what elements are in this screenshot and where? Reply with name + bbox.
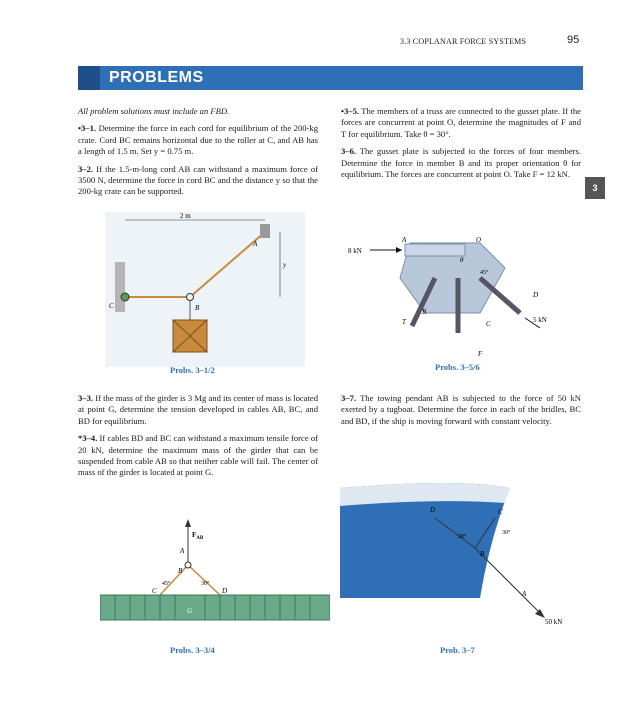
problem-number: •3–1. <box>78 123 97 134</box>
problem-text: If the mass of the girder is 3 Mg and its center of mass is located at point G, determine the tension developed in cables AB, BC, and BD for equilibrium. <box>78 393 318 426</box>
label-t: T <box>402 318 406 326</box>
label-30: 30° <box>201 581 210 587</box>
problem-number: 3–3. <box>78 393 94 403</box>
label-fab: $F_{AB}$ <box>192 531 204 541</box>
problem-number: *3–4. <box>78 433 98 444</box>
problem-3-2 <box>78 164 318 198</box>
left-column-bottom <box>78 393 318 485</box>
left-wall <box>115 262 125 312</box>
banner-title: PROBLEMS <box>109 69 204 86</box>
figure-prob-3-7 <box>340 478 580 628</box>
caption-prob-3-7: Prob. 3–7 <box>440 645 475 655</box>
problem-number: •3–5. <box>341 106 360 116</box>
label-o: O <box>476 236 482 244</box>
problem-3-5 <box>341 106 581 140</box>
member-a <box>405 244 465 256</box>
left-column-top <box>78 106 318 204</box>
right-column-top <box>341 106 581 186</box>
arrow-head <box>396 247 402 253</box>
problem-number: 3–7. <box>341 393 357 403</box>
chapter-tab: 3 <box>585 177 605 199</box>
section-title: 3.3 COPLANAR FORCE SYSTEMS <box>400 37 527 46</box>
banner-square <box>78 66 100 90</box>
load-8kn: 8 kN <box>348 247 362 255</box>
problem-3-7 <box>341 393 581 427</box>
label-30: 30° <box>502 530 511 536</box>
label-a: A <box>253 240 258 248</box>
label-b: B <box>178 567 183 575</box>
arrow-head <box>185 519 191 527</box>
problem-3-4 <box>78 433 318 479</box>
problem-text: The gusset plate is subjected to the forces of four members. Determine the force in member B and its proper orientation θ for equilibrium. The forces are concurrent at point O. Take F = 12 kN. <box>341 146 581 180</box>
height-label: y <box>283 261 287 269</box>
label-b: B <box>422 308 427 316</box>
caption-probs-3-5-6: Probs. 3–5/6 <box>435 362 480 372</box>
problem-3-3 <box>78 393 318 427</box>
problem-text: If cables BD and BC can withstand a maximum tensile force of 20 kN, determine the maximum mass of the girder that can be suspended from cable AB so that neither cable will fail. The center of mass of the girder is located at point G. <box>78 433 318 478</box>
roller-c <box>121 293 129 301</box>
label-a: A <box>180 547 185 555</box>
load-50kn: 50 kN <box>545 618 563 626</box>
label-d: D <box>430 506 436 514</box>
label-a: A <box>402 236 407 244</box>
problem-text: The members of a truss are connected to the gusset plate. If the forces are concurrent at point O, determine the magnitudes of F and T for equilibrium. Take θ = 30°. <box>341 106 581 139</box>
label-20: 20° <box>458 534 467 540</box>
label-a: A <box>522 590 527 598</box>
page-number: 95 <box>567 34 580 46</box>
label-d: D <box>533 291 539 299</box>
problem-text: If the 1.5-m-long cord AB can withstand a maximum force of 3500 N, determine the force in cord BC and the distance y so that the 200-kg crate can be supported. <box>78 163 319 197</box>
caption-probs-3-1-2: Probs. 3–1/2 <box>170 365 215 375</box>
cable-bd <box>188 565 220 595</box>
cable-bc <box>160 565 188 595</box>
problem-text: The towing pendant AB is subjected to the force of 50 kN exerted by a tugboat. Determine the force in each of the bridles, BC and BD, if the ship is moving forward with constant velocity. <box>341 393 581 426</box>
anchor-a <box>260 224 270 238</box>
label-g: G <box>187 607 193 615</box>
label-c: C <box>486 320 491 328</box>
label-b: B <box>195 304 200 312</box>
figure-probs-3-5-6 <box>340 218 580 358</box>
label-f: F <box>478 350 483 358</box>
label-b: B <box>480 550 485 558</box>
problem-text: Determine the force in each cord for equilibrium of the 200-kg crate. Cord BC remains horizontal due to the roller at C, and AB has a length of 1.5 m. Set y = 0.75 m. <box>78 123 319 157</box>
right-column-bottom <box>341 393 581 433</box>
label-d: D <box>222 587 228 595</box>
problem-3-6 <box>341 146 581 180</box>
problem-number: 3–2. <box>78 163 94 174</box>
intro-note: All problem solutions must include an FBD. <box>78 106 230 116</box>
label-c: C <box>152 587 157 595</box>
problem-3-1 <box>78 123 318 157</box>
figure-probs-3-1-2 <box>105 212 305 367</box>
label-theta: θ <box>460 256 464 264</box>
label-45: 45° <box>162 581 171 587</box>
figure-probs-3-3-4 <box>100 515 330 625</box>
running-header <box>0 34 638 48</box>
caption-probs-3-3-4: Probs. 3–3/4 <box>170 645 215 655</box>
load-5kn: 5 kN <box>533 316 547 324</box>
dimension-label: 2 m <box>180 212 191 220</box>
ring-b <box>187 294 194 301</box>
problems-banner <box>78 66 583 90</box>
problem-number: 3–6. <box>341 146 357 157</box>
ring-b <box>185 562 191 568</box>
label-c: C <box>498 508 503 516</box>
label-45: 45° <box>480 270 489 276</box>
label-c: C <box>109 302 114 310</box>
